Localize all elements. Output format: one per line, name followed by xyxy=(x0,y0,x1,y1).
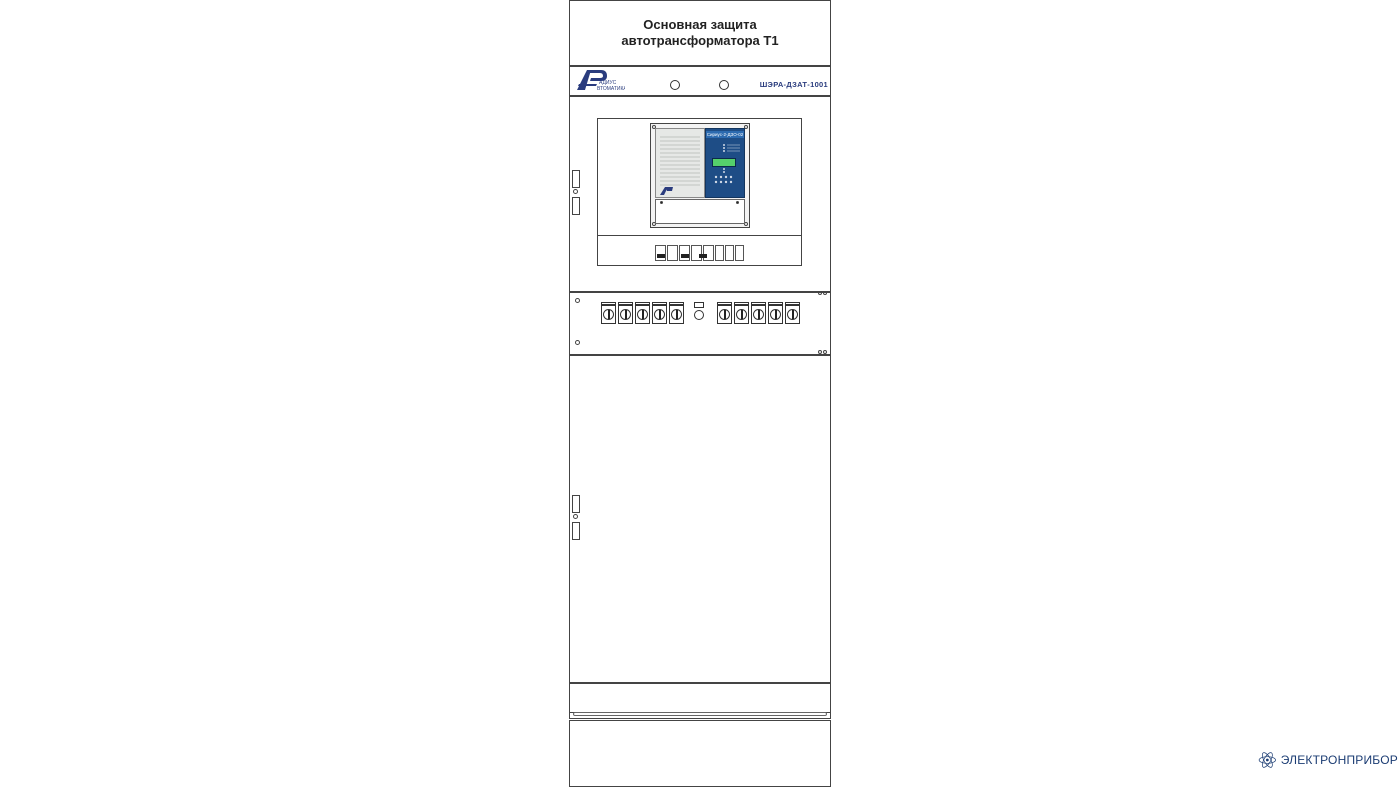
upper-door-lock[interactable] xyxy=(573,189,578,194)
lower-door-handle-top[interactable] xyxy=(572,495,580,513)
hinge-icon xyxy=(823,350,827,354)
terminal-block xyxy=(715,245,724,261)
logo-line-2: ВТОМАТИКА xyxy=(597,86,625,92)
terminal-block xyxy=(725,245,734,261)
relay-label-panel xyxy=(655,128,705,198)
relay-cover-screw xyxy=(736,201,739,204)
knob-indicator xyxy=(758,310,760,319)
lower-door xyxy=(569,355,831,683)
circuit-breaker[interactable] xyxy=(703,245,714,261)
circuit-breaker[interactable] xyxy=(655,245,666,261)
plinth xyxy=(569,720,831,787)
cabinet-base-frame xyxy=(569,683,831,713)
hinge-icon xyxy=(818,350,822,354)
relay-cover-screw xyxy=(660,201,663,204)
upper-door-handle-top[interactable] xyxy=(572,170,580,188)
title-plate xyxy=(569,0,831,66)
upper-door-handle-bottom[interactable] xyxy=(572,197,580,215)
radius-automatika-logo xyxy=(575,68,625,92)
brand-block xyxy=(1258,741,1398,779)
relay-terminal-cover xyxy=(655,199,745,224)
button-label xyxy=(694,302,704,308)
knob-indicator xyxy=(775,310,777,319)
circuit-breaker[interactable] xyxy=(691,245,702,261)
knob-indicator xyxy=(724,310,726,319)
relay-lcd-display xyxy=(712,158,736,167)
atom-icon xyxy=(1258,743,1277,777)
window-divider xyxy=(597,235,802,236)
knob-indicator xyxy=(741,310,743,319)
lower-door-handle-bottom[interactable] xyxy=(572,522,580,540)
brand-name: ЭЛЕКТРОНПРИБОР xyxy=(1280,753,1398,767)
knob-indicator xyxy=(659,310,661,319)
circuit-breaker[interactable] xyxy=(679,245,690,261)
panel-screw xyxy=(575,298,580,303)
title-line-2: автотрансформатора Т1 xyxy=(621,33,779,48)
indicator-lamp-2 xyxy=(719,80,729,90)
logo-line-1: АДИУС xyxy=(599,80,617,86)
breaker-lever xyxy=(657,254,665,258)
title-line-1: Основная защита xyxy=(643,17,757,32)
base-rail xyxy=(573,712,827,716)
knob-indicator xyxy=(625,310,627,319)
knob-indicator xyxy=(608,310,610,319)
cabinet-model-label: ШЭРА-ДЗАТ-1001 xyxy=(759,80,828,89)
knob-indicator xyxy=(792,310,794,319)
panel-screw xyxy=(575,340,580,345)
indicator-lamp-1 xyxy=(670,80,680,90)
relay-model-label: Сириус-2-ДЗО-02 xyxy=(706,132,744,137)
circuit-breaker[interactable] xyxy=(667,245,678,261)
lower-door-lock[interactable] xyxy=(573,514,578,519)
reset-pushbutton[interactable] xyxy=(694,310,704,320)
breaker-lever xyxy=(699,254,707,258)
terminal-block xyxy=(735,245,744,261)
knob-indicator xyxy=(642,310,644,319)
knob-indicator xyxy=(676,310,678,319)
breaker-lever xyxy=(681,254,689,258)
